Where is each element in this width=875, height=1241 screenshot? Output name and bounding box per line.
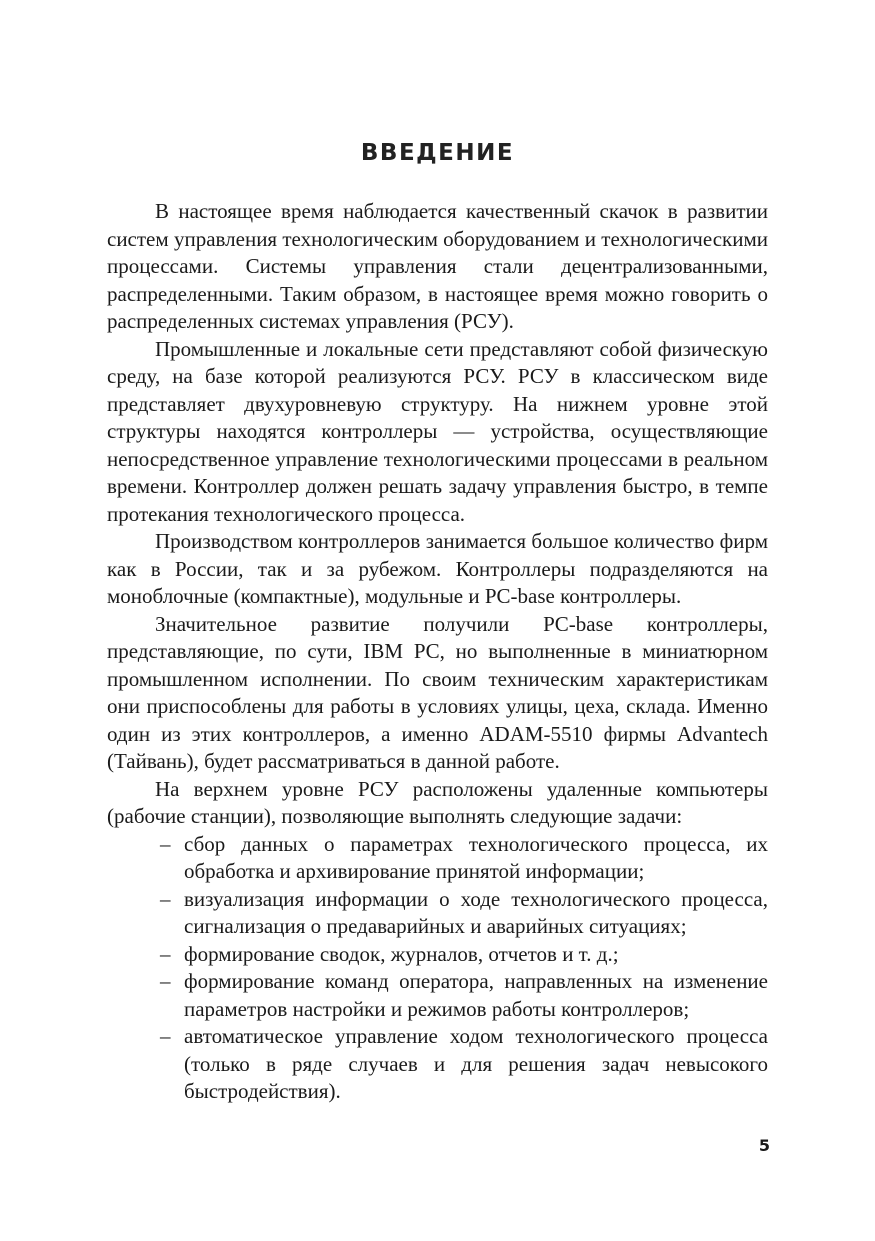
dash-marker: – xyxy=(160,1024,171,1048)
list-item xyxy=(107,941,768,969)
paragraph: Производством контроллеров занимается большое количество фирм как в России, так и за рубежом. Контроллеры подразделяются на моноблочные (компактные), модульные и PC-base контроллеры. xyxy=(107,529,768,608)
chapter-title: ВВЕДЕНИЕ xyxy=(360,140,515,166)
list-item xyxy=(107,968,768,1023)
dash-marker: – xyxy=(160,831,171,856)
dash-marker: – xyxy=(160,886,171,911)
paragraph: В настоящее время наблюдается качественный скачок в развитии систем управления технологическим оборудованием и технологическими процессами. Системы управления стали децентрализованными, распределенными. Таким образом, в настоящее время можно говорить о распределенных системах управления (РСУ). xyxy=(107,199,768,333)
dash-marker: – xyxy=(160,969,171,993)
dash-marker: – xyxy=(160,941,171,966)
paragraph: На верхнем уровне РСУ расположены удаленные компьютеры (рабочие станции), позволяющие выполнять следующие задачи: xyxy=(107,776,768,828)
list-item-text: автоматическое управление ходом технологического процесса (только в ряде случаев и для решения задач невысокого быстродействия). xyxy=(184,1024,768,1103)
paragraph: Значительное развитие получили PC-base контроллеры, представляющие, по сути, IBM PC, но выполненные в миниатюрном промышленном исполнении. По своим техническим характеристикам они приспособлены для работы в условиях улицы, цеха, склада. Именно один из этих контроллеров, а именно ADAM-5510 фирмы Advantech (Тайвань), будет рассматриваться в данной работе. xyxy=(107,611,768,773)
task-list xyxy=(107,831,768,1106)
list-item xyxy=(107,886,768,941)
list-item-text: визуализация информации о ходе технологического процесса, сигнализация о предаварийных и аварийных ситуациях; xyxy=(184,886,768,938)
body-text xyxy=(107,198,768,1106)
list-item-text: сбор данных о параметрах технологического процесса, их обработка и архивирование принятой информации; xyxy=(184,831,768,883)
list-item-text: формирование команд оператора, направленных на изменение параметров настройки и режимов работы контроллеров; xyxy=(184,969,768,1021)
page-number: 5 xyxy=(758,1136,770,1155)
list-item xyxy=(107,831,768,886)
paragraph: Промышленные и локальные сети представляют собой физическую среду, на базе которой реализуются РСУ. РСУ в классическом виде представляет двухуровневую структуру. На нижнем уровне этой структуры находятся контроллеры — устройства, осуществляющие непосредственное управление технологическими процессами в реальном времени. Контроллер должен решать задачу управления быстро, в темпе протекания технологического процесса. xyxy=(107,336,768,526)
list-item xyxy=(107,1023,768,1106)
list-item-text: формирование сводок, журналов, отчетов и т. д.; xyxy=(184,941,619,966)
